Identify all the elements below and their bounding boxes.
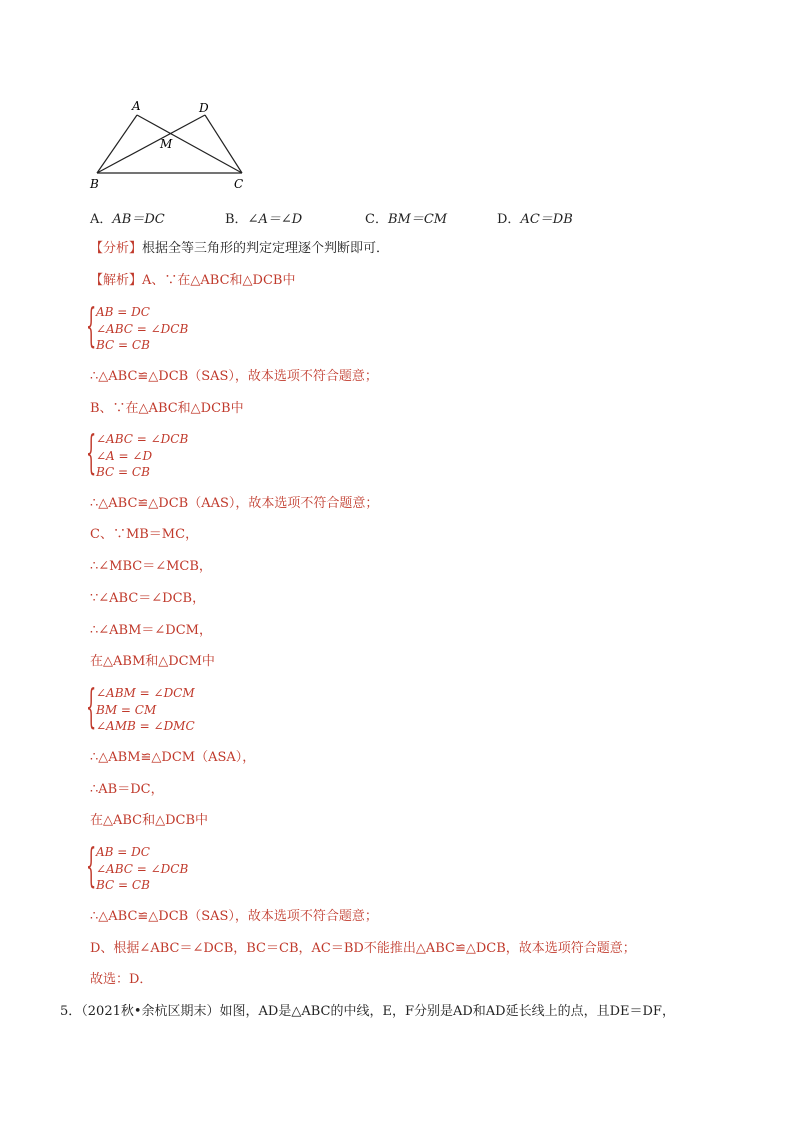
solution-line-4: ∴△ABC≌△DCB（AAS），故本选项不符合题意；: [90, 496, 379, 511]
option-b: B．∠A＝∠D: [225, 212, 303, 227]
equation-system-2: { ∠ABC = ∠DCB ∠A = ∠D BC = CB: [86, 425, 189, 479]
label-c: C: [234, 177, 244, 191]
solution-line-10: ∴△ABM≌△DCM（ASA），: [90, 750, 256, 765]
solution-line-15: 故选：D．: [90, 972, 153, 987]
solution-line-1: 【解析】A、∵在△ABC和△DCB中: [90, 273, 296, 288]
segment-ab: [97, 115, 137, 173]
option-d: D．AC＝DB: [497, 212, 573, 227]
solution-line-11: ∴AB＝DC，: [90, 782, 164, 797]
analysis-line: 【分析】根据全等三角形的判定定理逐个判断即可．: [90, 241, 390, 256]
solution-line-9: 在△ABM和△DCM中: [90, 654, 215, 669]
option-c: C．BM＝CM: [365, 212, 448, 227]
solution-line-7: ∵∠ABC＝∠DCB，: [90, 591, 206, 606]
segment-dc: [205, 115, 242, 173]
label-b: B: [90, 177, 99, 191]
solution-line-6: ∴∠MBC＝∠MCB，: [90, 559, 212, 574]
option-a: A．AB＝DC: [90, 212, 165, 227]
solution-line-3: B、∵在△ABC和△DCB中: [90, 401, 244, 416]
equation-system-3: { ∠ABM = ∠DCM BM = CM ∠AMB = ∠DMC: [86, 679, 195, 733]
label-a: A: [132, 99, 141, 113]
label-d: D: [199, 101, 209, 115]
equation-system-4: { AB = DC ∠ABC = ∠DCB BC = CB: [86, 838, 189, 892]
solution-line-8: ∴∠ABM＝∠DCM，: [90, 623, 212, 638]
solution-line-12: 在△ABC和△DCB中: [90, 813, 209, 828]
solution-line-13: ∴△ABC≌△DCB（SAS），故本选项不符合题意；: [90, 909, 378, 924]
solution-line-14: D、根据∠ABC＝∠DCB，BC＝CB，AC＝BD不能推出△ABC≌△DCB，故本选项符合题意；: [90, 941, 636, 956]
question-5-stem: 5．（2021秋•余杭区期末）如图，AD是△ABC的中线，E，F分别是AD和AD延长线上的点，且DE＝DF，: [60, 1004, 675, 1019]
equation-system-1: { AB = DC ∠ABC = ∠DCB BC = CB: [86, 298, 189, 352]
solution-line-2: ∴△ABC≌△DCB（SAS），故本选项不符合题意；: [90, 369, 378, 384]
solution-line-5: C、∵MB＝MC，: [90, 527, 199, 542]
triangle-figure: [85, 95, 265, 195]
label-m: M: [160, 137, 173, 151]
